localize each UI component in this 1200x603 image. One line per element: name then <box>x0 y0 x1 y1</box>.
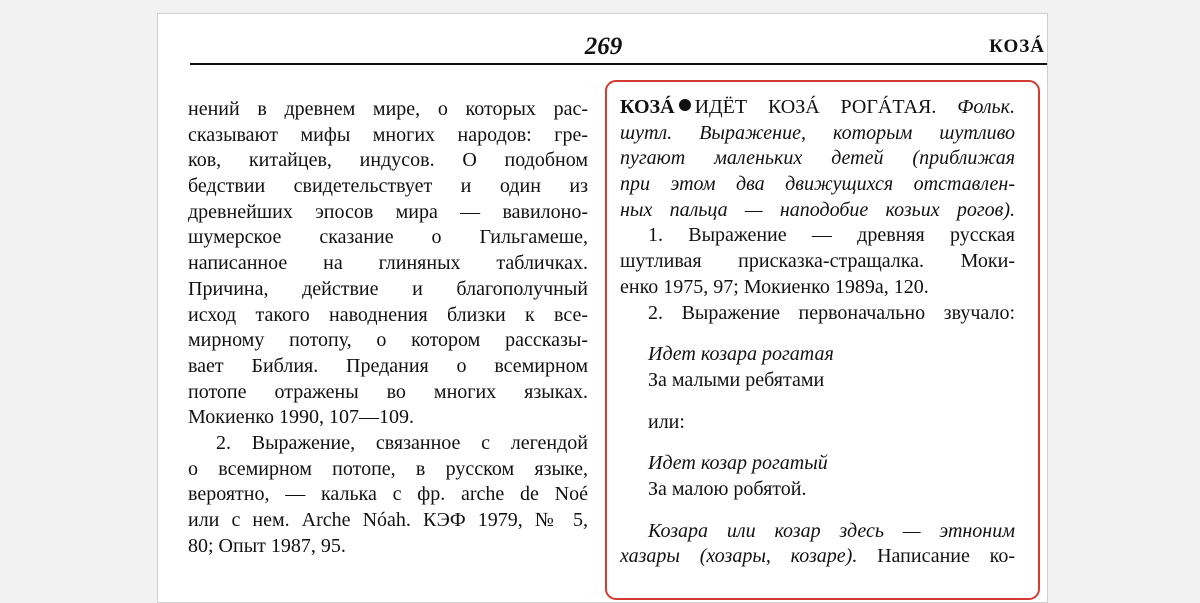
text-line: 80; Опыт 1987, 95. <box>188 534 346 557</box>
paragraph-line <box>620 544 1015 570</box>
paragraph-line: 1. Выражение — древняя русская <box>648 224 1015 247</box>
entry-heading <box>620 95 1015 121</box>
text-line: ков, китайцев, индусов. О подобном <box>188 149 588 172</box>
paragraph-line: Козара или козар здесь — этноним <box>648 519 1015 542</box>
verse-line: Идет козар рогатый <box>648 452 828 475</box>
text-line: вает Библия. Предания о всемирном <box>188 354 588 377</box>
definition-line: ных пальца — наподобие козьих рогов). <box>620 198 1015 221</box>
text-line: бедствии свидетельствует и один из <box>188 175 588 198</box>
entry-label: Фольк. <box>957 96 1015 118</box>
verse-line: За малыми ребятами <box>648 368 825 391</box>
text-line: потопе отражены во многих языках. <box>188 380 588 403</box>
dictionary-page <box>157 13 1048 603</box>
left-column <box>188 97 588 559</box>
dictionary-entry <box>620 95 1015 570</box>
text-line: о всемирном потопе, в русском языке, <box>188 457 588 480</box>
text-line: шумерское сказание о Гильгамеше, <box>188 226 588 249</box>
text-line: написанное на глиняных табличках. <box>188 252 588 275</box>
paragraph-line: 2. Выражение первоначально звучало: <box>648 301 1015 324</box>
text-line: или с нем. Arche Nóah. КЭФ 1979, № 5, <box>188 509 588 531</box>
running-headword: КОЗÁ <box>989 36 1045 57</box>
connector-text: или: <box>648 410 685 433</box>
verse-line: Идет козара рогатая <box>648 343 834 366</box>
definition-line: шутл. Выражение, которым шутливо <box>620 121 1015 144</box>
text-line: мирному потопу, о котором рассказы- <box>188 329 588 352</box>
paragraph-italic: хазары (хозары, козаре). <box>620 545 858 568</box>
text-line: сказывают мифы многих народов: гре- <box>188 123 588 146</box>
paragraph-rest: Написание ко- <box>857 545 1015 568</box>
text-line: нений в древнем мире, о которых рас- <box>188 98 588 120</box>
paragraph-line: шутливая присказка-стращалка. Моки- <box>620 250 1015 273</box>
entry-headword: КОЗÁ <box>620 96 675 118</box>
paragraph-line: енко 1975, 97; Мокиенко 1989а, 120. <box>620 275 929 298</box>
page-number: 269 <box>584 33 623 60</box>
header-rule <box>190 63 1047 65</box>
text-line: Мокиенко 1990, 107—109. <box>188 406 414 429</box>
text-line: исход такого наводнения близки к все- <box>188 303 588 326</box>
verse-line: За малою робятой. <box>648 477 807 500</box>
entry-phrase: ИДЁТ КОЗÁ РОГÁТАЯ. <box>694 96 937 118</box>
text-line: 2. Выражение, связанное с легендой <box>216 431 588 454</box>
definition-line: пугают маленьких детей (приближая <box>620 147 1015 170</box>
bullet-icon <box>679 99 691 111</box>
text-line: древнейших эпосов мира — вавилоно- <box>188 200 588 223</box>
text-line: вероятно, — калька с фр. arche de Noé <box>188 483 588 506</box>
definition-line: при этом два движущихся отставлен- <box>620 173 1015 196</box>
text-line: Причина, действие и благополучный <box>188 277 588 300</box>
